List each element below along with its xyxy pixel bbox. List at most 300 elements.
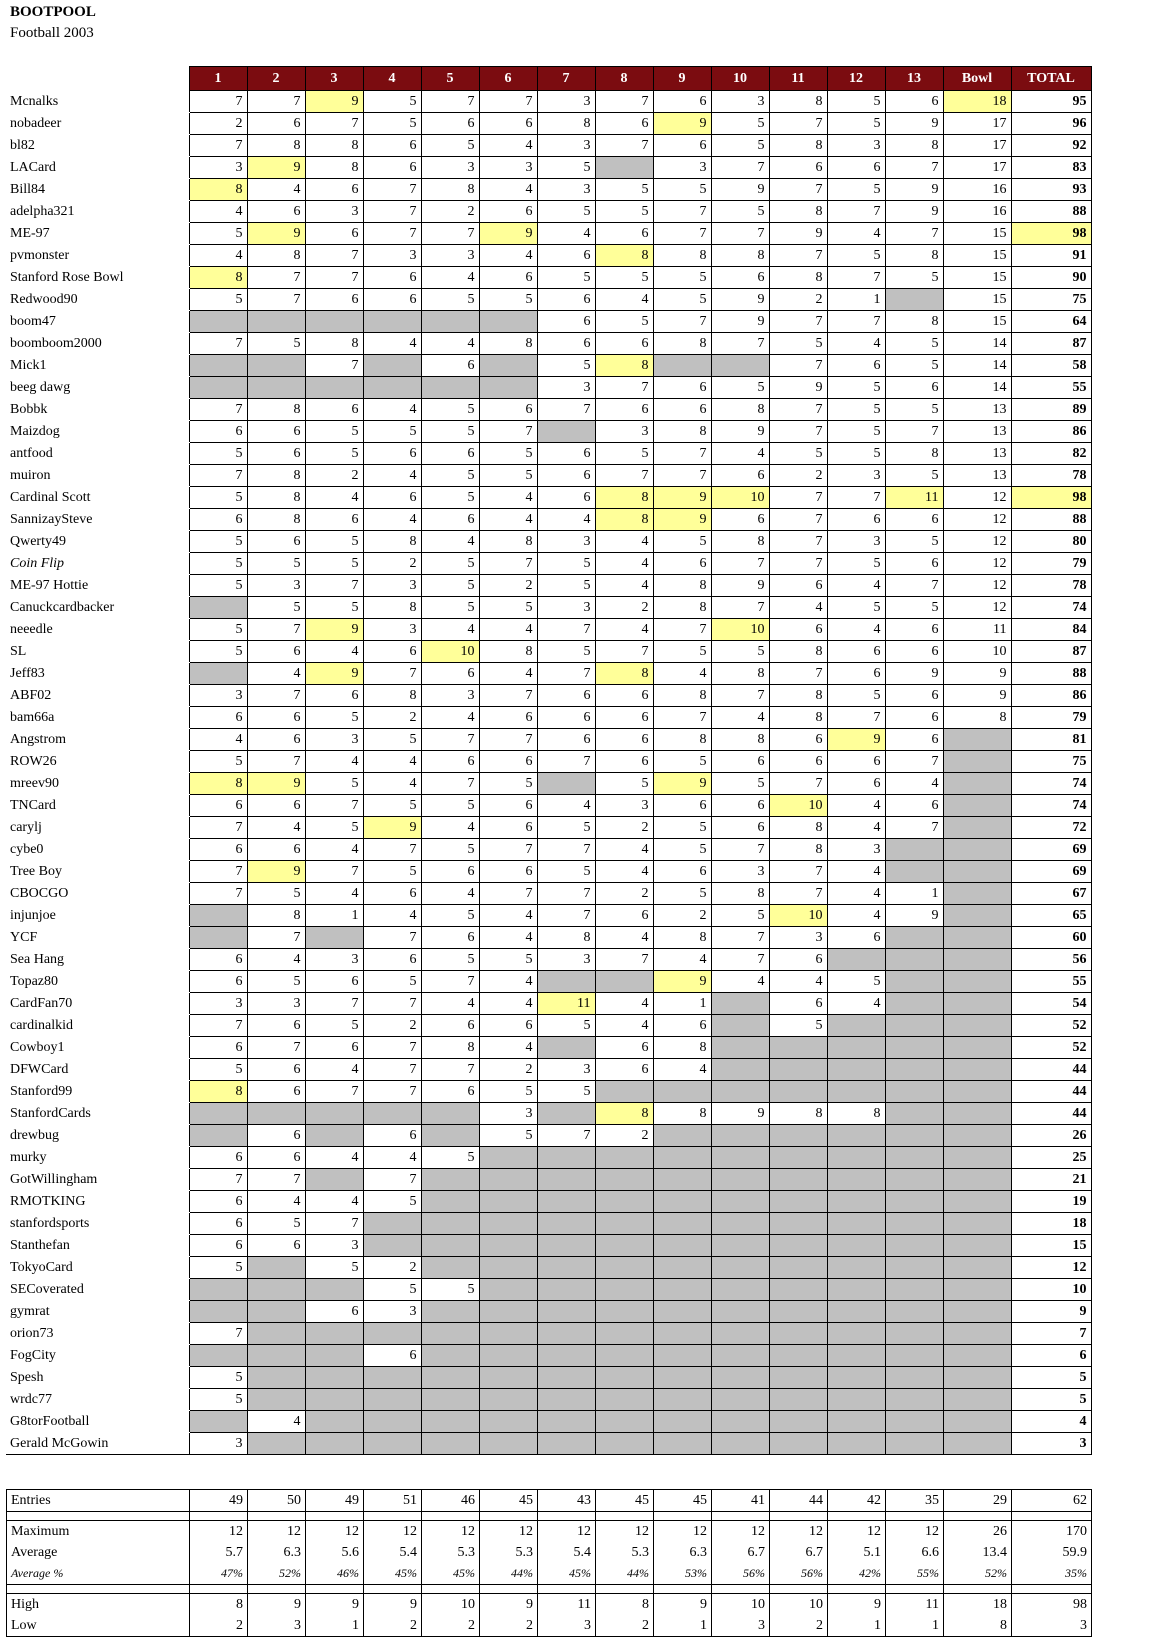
column-header: 10 [711,67,769,91]
score-cell: 12 [943,487,1011,509]
score-cell: 3 [305,729,363,751]
score-cell [479,1147,537,1169]
score-cell [653,1191,711,1213]
score-cell: 7 [885,157,943,179]
score-cell: 9 [653,113,711,135]
score-cell: 5 [305,1015,363,1037]
score-cell: 4 [827,861,885,883]
score-cell [943,729,1011,751]
stats-value: 170 [1012,1521,1092,1543]
score-cell: 6 [595,751,653,773]
total-cell: 79 [1011,707,1091,729]
total-cell: 74 [1011,773,1091,795]
total-cell: 60 [1011,927,1091,949]
score-cell: 7 [363,663,421,685]
score-cell: 3 [827,135,885,157]
score-cell: 9 [305,663,363,685]
score-cell: 5 [711,773,769,795]
total-cell: 10 [1011,1279,1091,1301]
score-cell: 6 [305,1301,363,1323]
player-name: SL [6,641,189,663]
score-cell [943,927,1011,949]
score-cell: 7 [247,91,305,113]
table-row [6,113,1091,135]
score-cell: 6 [537,289,595,311]
table-row [6,1081,1091,1103]
stats-value: 11 [538,1594,596,1616]
player-name: drewbug [6,1125,189,1147]
score-cell [769,1081,827,1103]
score-cell [363,1411,421,1433]
stats-value: 50 [248,1490,306,1512]
stats-value: 49 [306,1490,364,1512]
score-cell: 6 [247,641,305,663]
stats-gap [190,1585,248,1594]
score-cell [769,1411,827,1433]
score-cell [943,795,1011,817]
score-cell [711,1015,769,1037]
score-cell: 4 [247,817,305,839]
score-cell [711,1345,769,1367]
stats-value: 59.9 [1012,1542,1092,1563]
score-cell: 5 [479,773,537,795]
score-cell: 3 [421,157,479,179]
score-cell: 5 [421,399,479,421]
score-cell: 7 [189,817,247,839]
score-cell: 4 [421,707,479,729]
score-cell [943,861,1011,883]
score-cell: 7 [769,355,827,377]
player-name: injunjoe [6,905,189,927]
score-cell [479,1301,537,1323]
score-cell: 6 [479,751,537,773]
score-cell: 3 [189,157,247,179]
score-cell: 8 [769,135,827,157]
score-cell: 5 [421,905,479,927]
score-cell: 3 [363,1301,421,1323]
score-cell: 5 [363,1191,421,1213]
score-cell: 6 [769,619,827,641]
score-cell: 5 [305,421,363,443]
score-cell [653,1433,711,1455]
scores-table [6,66,1092,1455]
score-cell: 7 [305,861,363,883]
score-cell [827,1015,885,1037]
score-cell: 7 [711,333,769,355]
stats-value: 52% [944,1563,1012,1585]
total-cell: 96 [1011,113,1091,135]
score-cell: 6 [885,729,943,751]
score-cell: 8 [769,641,827,663]
score-cell: 4 [247,1191,305,1213]
score-cell: 7 [421,773,479,795]
score-cell: 6 [479,399,537,421]
score-cell: 4 [305,641,363,663]
stats-value: 1 [306,1615,364,1637]
score-cell [769,1257,827,1279]
score-cell: 7 [421,223,479,245]
score-cell [943,1235,1011,1257]
stats-value: 55% [886,1563,944,1585]
score-cell [943,1389,1011,1411]
score-cell: 4 [595,861,653,883]
player-name: stanfordsports [6,1213,189,1235]
stats-label: High [7,1594,190,1616]
score-cell: 6 [305,179,363,201]
stats-gap [422,1585,480,1594]
stats-value: 44% [596,1563,654,1585]
score-cell: 5 [421,553,479,575]
score-cell: 3 [537,949,595,971]
score-cell: 4 [827,883,885,905]
score-cell [943,839,1011,861]
score-cell: 17 [943,157,1011,179]
score-cell [943,1345,1011,1367]
score-cell: 5 [421,135,479,157]
score-cell [247,1257,305,1279]
score-cell [537,1147,595,1169]
player-name: CBOCGO [6,883,189,905]
score-cell: 15 [943,267,1011,289]
score-cell: 7 [653,223,711,245]
score-cell [479,1235,537,1257]
player-name: bl82 [6,135,189,157]
score-cell [247,1367,305,1389]
score-cell: 8 [769,91,827,113]
score-cell [943,1279,1011,1301]
stats-value: 9 [828,1594,886,1616]
score-cell: 8 [885,135,943,157]
table-row [6,575,1091,597]
score-cell [885,1279,943,1301]
score-cell: 6 [189,421,247,443]
score-cell [421,1213,479,1235]
score-cell: 6 [595,729,653,751]
stats-value: 62 [1012,1490,1092,1512]
score-cell: 5 [305,817,363,839]
score-cell: 5 [247,883,305,905]
score-cell: 9 [827,729,885,751]
score-cell: 15 [943,311,1011,333]
table-row [6,531,1091,553]
score-cell: 9 [247,157,305,179]
score-cell: 4 [479,1037,537,1059]
score-cell: 5 [711,201,769,223]
stats-value: 2 [480,1615,538,1637]
header-blank [6,67,189,91]
score-cell: 5 [421,1279,479,1301]
score-cell: 7 [769,883,827,905]
stats-value: 3 [712,1615,770,1637]
player-name: Qwerty49 [6,531,189,553]
score-cell: 17 [943,135,1011,157]
score-cell [885,1037,943,1059]
score-cell [943,1213,1011,1235]
score-cell: 7 [247,927,305,949]
score-cell [595,1367,653,1389]
score-cell: 3 [537,91,595,113]
score-cell: 5 [189,531,247,553]
player-name: neeedle [6,619,189,641]
stats-gap [306,1512,364,1521]
score-cell: 4 [421,883,479,905]
score-cell [769,1213,827,1235]
stats-row-high [7,1594,1092,1616]
score-cell: 7 [305,1213,363,1235]
score-cell: 4 [595,531,653,553]
score-cell [943,1059,1011,1081]
total-cell: 25 [1011,1147,1091,1169]
table-row [6,311,1091,333]
score-cell: 6 [827,751,885,773]
score-cell: 6 [595,223,653,245]
score-cell [885,1169,943,1191]
score-cell: 7 [189,333,247,355]
score-cell: 9 [479,223,537,245]
score-cell: 7 [421,1059,479,1081]
player-name: Angstrom [6,729,189,751]
column-header: 1 [189,67,247,91]
stats-value: 12 [596,1521,654,1543]
score-cell [595,1279,653,1301]
stats-value: 1 [654,1615,712,1637]
score-cell: 4 [421,619,479,641]
score-cell: 6 [885,619,943,641]
score-cell: 6 [363,487,421,509]
score-cell: 9 [305,619,363,641]
score-cell [885,1235,943,1257]
score-cell [827,1367,885,1389]
score-cell [943,883,1011,905]
score-cell: 8 [653,245,711,267]
table-row [6,289,1091,311]
table-row [6,179,1091,201]
score-cell: 4 [247,663,305,685]
score-cell: 5 [537,267,595,289]
stats-value: 6.3 [248,1542,306,1563]
score-cell [885,1367,943,1389]
score-cell: 7 [711,223,769,245]
score-cell: 7 [827,201,885,223]
score-cell: 7 [363,1059,421,1081]
score-cell: 3 [827,465,885,487]
score-cell [827,1323,885,1345]
stats-value: 5.7 [190,1542,248,1563]
score-cell: 7 [769,179,827,201]
score-cell [479,355,537,377]
score-cell: 6 [247,1059,305,1081]
total-cell: 83 [1011,157,1091,179]
table-row [6,839,1091,861]
score-cell: 13 [943,443,1011,465]
score-cell: 4 [595,927,653,949]
score-cell [827,1301,885,1323]
score-cell: 6 [189,949,247,971]
score-cell: 16 [943,179,1011,201]
score-cell: 7 [595,641,653,663]
score-cell: 7 [189,399,247,421]
table-row [6,1389,1091,1411]
stats-value: 3 [1012,1615,1092,1637]
score-cell [189,377,247,399]
player-name: StanfordCards [6,1103,189,1125]
score-cell: 3 [363,619,421,641]
score-cell [885,1433,943,1455]
score-cell: 7 [827,311,885,333]
score-cell: 3 [653,157,711,179]
score-cell: 9 [247,861,305,883]
total-cell: 15 [1011,1235,1091,1257]
score-cell: 8 [305,157,363,179]
score-cell [827,1279,885,1301]
score-cell: 7 [769,113,827,135]
score-cell: 6 [885,553,943,575]
score-cell: 11 [537,993,595,1015]
score-cell [479,1433,537,1455]
stats-value: 12 [422,1521,480,1543]
score-cell [711,1191,769,1213]
score-cell: 5 [595,773,653,795]
stats-value: 12 [886,1521,944,1543]
score-cell: 7 [363,927,421,949]
score-cell: 5 [827,399,885,421]
total-cell: 58 [1011,355,1091,377]
stats-gap [1012,1585,1092,1594]
score-cell: 6 [827,773,885,795]
score-cell: 7 [247,1169,305,1191]
score-cell: 4 [363,773,421,795]
score-cell [479,1389,537,1411]
score-cell: 9 [653,971,711,993]
score-cell: 9 [653,773,711,795]
stats-value: 41 [712,1490,770,1512]
score-cell: 5 [827,971,885,993]
score-cell: 5 [595,267,653,289]
stats-gap [886,1512,944,1521]
stats-row-entries [7,1490,1092,1512]
stats-value: 9 [480,1594,538,1616]
score-cell: 4 [827,993,885,1015]
stats-gap [1012,1512,1092,1521]
score-cell: 6 [479,267,537,289]
score-cell [885,1059,943,1081]
score-cell [885,1191,943,1213]
total-cell: 26 [1011,1125,1091,1147]
stats-value: 45 [480,1490,538,1512]
score-cell: 7 [479,883,537,905]
score-cell: 14 [943,333,1011,355]
score-cell [247,1389,305,1411]
score-cell [479,1345,537,1367]
score-cell: 6 [189,1147,247,1169]
score-cell: 6 [769,949,827,971]
score-cell: 6 [421,355,479,377]
table-row [6,1367,1091,1389]
score-cell [537,1301,595,1323]
score-cell: 5 [189,575,247,597]
player-name: TokyoCard [6,1257,189,1279]
score-cell: 4 [537,223,595,245]
total-cell: 88 [1011,201,1091,223]
score-cell [653,1411,711,1433]
score-cell [769,1037,827,1059]
score-cell: 4 [363,465,421,487]
stats-value: 1 [886,1615,944,1637]
stats-value: 5.6 [306,1542,364,1563]
stats-gap [828,1585,886,1594]
score-cell [827,1213,885,1235]
score-cell: 8 [653,597,711,619]
score-cell: 7 [595,135,653,157]
score-cell [595,971,653,993]
score-cell [827,1433,885,1455]
score-cell: 8 [247,487,305,509]
score-cell: 4 [479,663,537,685]
score-cell: 4 [711,707,769,729]
stats-label: Average [7,1542,190,1563]
score-cell: 3 [479,157,537,179]
stats-gap [770,1585,828,1594]
score-cell [595,1081,653,1103]
score-cell: 5 [421,487,479,509]
score-cell: 15 [943,289,1011,311]
total-cell: 44 [1011,1081,1091,1103]
player-name: ME-97 Hottie [6,575,189,597]
stats-value: 10 [712,1594,770,1616]
score-cell: 8 [479,531,537,553]
score-cell: 7 [305,795,363,817]
player-name: adelpha321 [6,201,189,223]
score-cell: 5 [537,201,595,223]
score-cell: 5 [479,1081,537,1103]
score-cell [769,1433,827,1455]
player-name: wrdc77 [6,1389,189,1411]
score-cell: 5 [711,113,769,135]
score-cell [537,1323,595,1345]
score-cell: 5 [421,795,479,817]
stats-value: 12 [654,1521,712,1543]
score-cell: 8 [653,1103,711,1125]
stats-label: Entries [7,1490,190,1512]
score-cell [479,1411,537,1433]
score-cell [711,1279,769,1301]
score-cell [189,597,247,619]
score-cell [711,1411,769,1433]
score-cell: 4 [421,333,479,355]
score-cell: 6 [247,201,305,223]
score-cell: 8 [247,135,305,157]
score-cell [537,1213,595,1235]
score-cell: 8 [247,905,305,927]
table-row [6,443,1091,465]
score-cell: 4 [363,509,421,531]
table-row [6,333,1091,355]
stats-value: 46 [422,1490,480,1512]
score-cell: 4 [363,751,421,773]
column-header: 8 [595,67,653,91]
score-cell [537,1389,595,1411]
score-cell: 5 [711,641,769,663]
score-cell: 8 [479,641,537,663]
score-cell: 7 [363,201,421,223]
total-cell: 44 [1011,1059,1091,1081]
score-cell: 5 [653,751,711,773]
score-cell: 7 [537,883,595,905]
score-cell: 7 [479,91,537,113]
score-cell [711,1389,769,1411]
score-cell: 12 [943,575,1011,597]
score-cell: 6 [769,157,827,179]
